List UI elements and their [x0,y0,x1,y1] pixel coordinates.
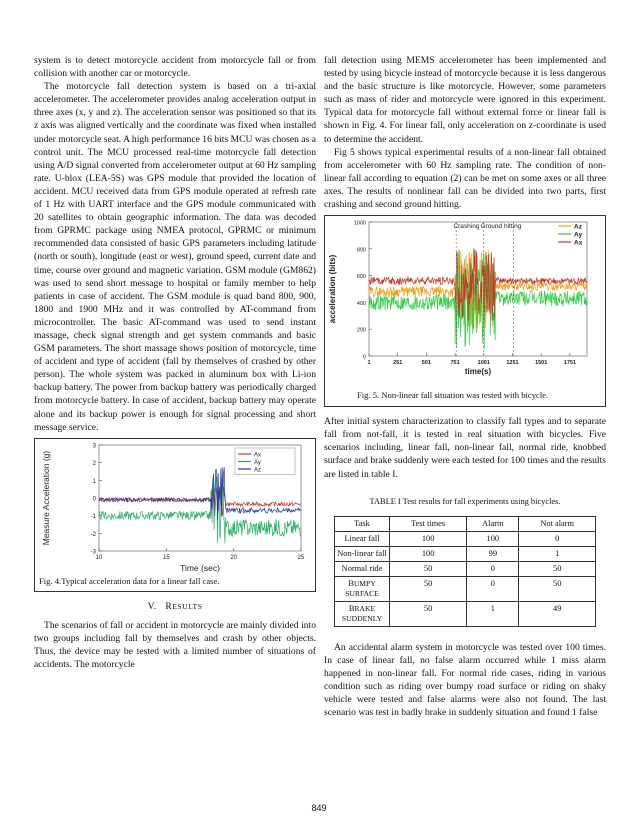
series-line-az [99,467,301,520]
x-tick-label: 10 [95,554,103,561]
right-column [324,54,606,719]
x-tick-label: 501 [421,360,431,367]
y-tick-label: -2 [90,531,96,538]
table-row [335,601,596,626]
x-tick-label: 15 [162,554,170,561]
x-tick-label: 1251 [506,360,519,367]
legend-label-az: Az [574,223,582,231]
y-tick-label: 1000 [353,220,366,227]
table-row [335,576,596,601]
legend-label-ay: Ay [574,231,583,239]
series-line-ay [369,250,587,350]
table-row [335,531,596,546]
table-header-not-alarm: Not alarm [519,516,596,531]
legend-label-ax: Ax [574,239,583,247]
table-cell-alarm: 0 [467,561,519,576]
section-title-first: R [165,600,173,612]
right-para-3: After initial system characterization to classify fall types and to separate fall from not-fall, it is tested in real situation with bicycles. Five scenarios including, linear fall, non-linear fall, normal ride, knobbed surface and brake suddenly were each tested for 100 times and the results are listed in table I. [324,416,606,480]
table-cell-task: Normal ride [335,561,390,576]
right-para-1: fall detection using MEMS accelerometer has been implemented and tested by using bicycle instead of motorcycle because it is less dangerous and the basic structure is like motorcycle. However, some parameters such as mass of rider and motorcycle were ignored in this experiment. Typical data for motorcycle fall without external force or linear fall is shown in Fig. 4. For linear fall, only acceleration on z-coordinate is used to determine the accident. [324,55,606,145]
figure-4-caption: Fig. 4.Typical acceleration data for a linear fall case. [39,575,220,586]
series-line-ay [99,475,301,543]
y-tick-label: 2 [92,460,96,467]
x-tick-label: 1501 [535,360,548,367]
table-header-alarm: Alarm [467,516,519,531]
table-cell-test: 50 [390,561,467,576]
table-header-test: Test times [390,516,467,531]
series-line-ax [99,486,301,516]
x-tick-label: 1751 [563,360,577,367]
table-cell-test: 50 [390,601,467,626]
table-cell-not-alarm: 1 [519,546,596,561]
table-cell-alarm: 1 [467,601,519,626]
task-rest: UMPY SURFACE [345,578,379,598]
left-para-2: The motorcycle fall detection system is based on a tri-axial accelerometer. The accelerometer provides analog acceleration output in three axes (x, y and z). The acceleration sensor was positioned so that its z axis was aligned vertically and the coordinate was fixed when installed under motorcycle seat. A high performance 16 bits MCU was chosen as a control unit. The MCU processed real-time motorcycle fall detection using A/D signal converted from accelerometer output at 60 Hz sampling rate. U-blox (LEA-5S) was GPS module that provided the location of accident. MCU received data from GPS module operated at refresh rate of 1 Hz with UART interface and the GPS module communicated with 20 satellites to obtain geographic information. The data was decoded from GPRMC package using NMEA protocol, GPRMC or minimum recommended data consisted of basic GPS parameters including latitude (north or south), longitude (east or west), ground speed, current date and time, course over ground and magnetic variation. GSM module (GM862) was used to send short message to hospital or family member to help patients in case of accident. The GSM module is quad band 800, 900, 1800 and 1900 MHz and it was controlled by AT-command from microcontroller. The basic AT-command was used to send instant massage, check signal strength and get system commands and basic GSM parameters. The short massage shows position of motorcycle, time of accident and type of accident (fall by themselves of crashed by other person). The whole system was packed in aluminum box with Li-ion backup battery. The power from backup battery was periodically charged from motorcycle battery. In case of accident, backup battery may operate alone and its backup power is enough for signal processing and short message service. [34,81,316,433]
table-header-task: Task [335,516,390,531]
y-axis-label: acceleration (bits) [328,254,337,324]
x-axis-label: time(s) [464,367,492,377]
table-cell-alarm: 100 [467,531,519,546]
task-rest: RAKE SUDDENLY [341,603,383,623]
x-tick-label: 751 [450,360,460,367]
section-title-rest: ESULTS [172,601,203,611]
task-first-letter: B [348,603,355,613]
x-tick-label: 25 [297,554,305,561]
table-cell-not-alarm: 49 [519,601,596,626]
y-tick-label: 600 [356,274,366,281]
x-axis-label: Time (sec) [180,562,220,573]
y-tick-label: 0 [92,496,96,503]
table-cell-not-alarm: 50 [519,561,596,576]
x-tick-label: 251 [393,360,403,367]
table-row [335,561,596,576]
table-cell-not-alarm: 0 [519,531,596,546]
figure-5 [324,215,606,407]
annotation-ground-hitting: Ground hitting [480,223,522,231]
table-cell-test: 100 [390,531,467,546]
x-tick-label: 20 [230,554,238,561]
table-cell-alarm: 0 [467,576,519,601]
legend-label-ax: Ax [254,452,262,459]
legend-label-ay: Ay [254,459,261,466]
x-tick-label: 1 [367,360,371,367]
page-number: 849 [311,803,327,813]
y-tick-label: 0 [362,354,366,361]
left-para-3: The scenarios of fall or accident in motorcycle are mainly divided into two groups including fall by themselves and crash by other objects. Thus, the device may be tested with a limited number of situations of accidents. The motorcycle [34,619,316,671]
x-tick-label: 1001 [477,360,490,367]
right-para-2: Fig 5 shows typical experimental results of a non-linear fall obtained from accelerometer with 60 Hz sampling rate. The condition of non-linear fall according to equation (2) can be met on some axes or all three axes. The results of nonlinear fall can be divided into two parts, first crashing and second ground hitting. [324,146,606,211]
y-tick-label: 1 [92,478,96,485]
y-tick-label: -1 [90,513,96,520]
right-para-4: An accidental alarm system in motorcycle was tested over 100 times. In case of linear fall, no false alarm occurred while 1 miss alarm happened in non-linear fall. For normal ride cases, riding in various condition such as riding over bumpy road surface or riding on shaky vehicle were tested and false alarms were also not found. The last scenario was test in badly brake in suddenly situation and found 1 false [324,641,606,719]
section-heading-results [34,600,316,613]
figure-5-caption: Fig. 5. Non-linear fall situation was tested with bicycle. [357,390,549,401]
table-title: TABLE I Test results for fall experiments using bicycles. [369,496,561,506]
results-table [334,516,596,627]
task-first-letter: B [348,578,354,588]
left-para-1: system is to detect motorcycle accident from motorcycle fall or from collision with another car or motorcycle. [34,55,316,80]
table-cell-task [335,576,390,601]
table-cell-task: Linear fall [335,531,390,546]
y-tick-label: 3 [92,443,96,450]
table-cell-not-alarm: 50 [519,576,596,601]
section-number: V. [147,600,157,612]
table-cell-task [335,601,390,626]
legend-label-az: Az [254,467,262,474]
y-tick-label: 400 [356,301,366,308]
table-header-row [335,516,596,531]
table-cell-test: 100 [390,546,467,561]
y-tick-label: -3 [90,549,96,556]
y-tick-label: 200 [356,327,366,334]
figure-4-chart [35,439,315,577]
figure-5-chart [325,216,605,388]
left-column [34,54,316,671]
table-row [335,546,596,561]
annotation-crashing: Crashing [453,223,480,231]
y-tick-label: 800 [356,247,366,254]
table-cell-test: 50 [390,576,467,601]
y-axis-label: Measure Acceleration (g) [41,450,51,545]
figure-4 [34,438,316,592]
table-cell-task: Non-linear fall [335,546,390,561]
table-cell-alarm: 99 [467,546,519,561]
